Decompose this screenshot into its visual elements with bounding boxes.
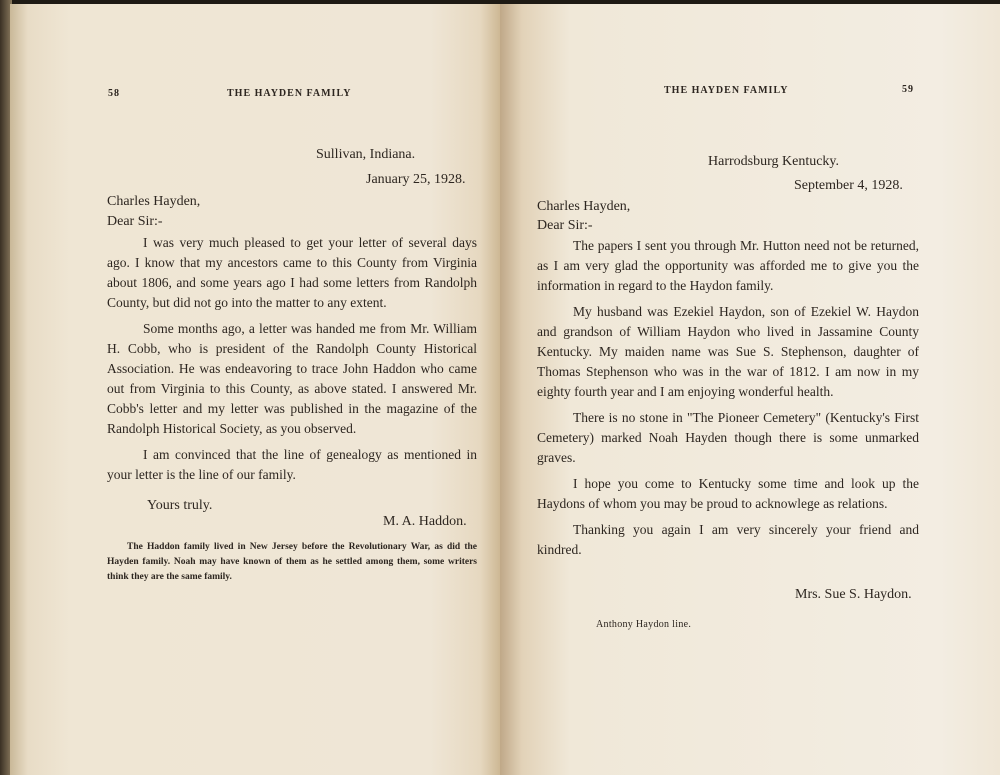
left-running-head: THE HAYDEN FAMILY [227, 88, 352, 99]
right-lineage-note: Anthony Haydon line. [596, 619, 692, 630]
right-paragraph: There is no stone in "The Pioneer Cemetery" (Kentucky's First Cemetery) marked Noah Hayden though there is some unmarked graves. [537, 410, 919, 465]
right-paragraph: I hope you come to Kentucky some time and look up the Haydons of whom you may be proud to acknowlege as relations. [537, 476, 919, 511]
right-letter-place: Harrodsburg Kentucky. [708, 154, 840, 169]
left-paragraph: I am convinced that the line of genealogy as mentioned in your letter is the line of our family. [107, 447, 477, 482]
left-footnote: The Haddon family lived in New Jersey before the Revolutionary War, as did the Hayden family. Noah may have known of them as he settled among them, some writers think they are the same family. [107, 542, 477, 582]
right-recipient-name: Charles Hayden, [537, 199, 631, 214]
left-recipient-name: Charles Hayden, [107, 194, 201, 209]
right-running-head: THE HAYDEN FAMILY [664, 85, 789, 96]
left-paragraph: Some months ago, a letter was handed me from Mr. William H. Cobb, who is president of the Randolph County Historical Association. He was endeavoring to trace John Haddon who came out from Virginia to this County, as above stated. I answered Mr. Cobb's letter and my letter was published in the magazine of the Randolph Historical Society, as you observed. [107, 321, 477, 436]
left-letter-date: January 25, 1928. [366, 172, 466, 187]
right-paragraph: The papers I sent you through Mr. Hutton need not be returned, as I am very glad the opportunity was afforded me to give you the information in regard to the Haydon family. [537, 238, 919, 293]
left-closing: Yours truly. [147, 498, 213, 513]
left-page-number: 58 [108, 88, 120, 99]
right-paragraph: Thanking you again I am very sincerely your friend and kindred. [537, 522, 919, 557]
right-letter-body [537, 236, 919, 560]
right-page-number: 59 [902, 84, 914, 95]
left-letter-place: Sullivan, Indiana. [316, 147, 416, 162]
right-salutation: Dear Sir:- [537, 218, 593, 233]
right-letter-date: September 4, 1928. [794, 178, 903, 193]
right-paragraph: My husband was Ezekiel Haydon, son of Ezekiel W. Haydon and grandson of William Haydon who lived in Jassamine County Kentucky. My maiden name was Sue S. Stephenson, daughter of Thomas Stephenson who was in the war of 1812. I am now in my eighty fourth year and I am enjoying wonderful health. [537, 304, 919, 399]
left-letter-body [107, 233, 477, 485]
left-paragraph: I was very much pleased to get your letter of several days ago. I know that my ancestors came to this County from Virginia about 1806, and some years ago I had some letters from Randolph County, but did not go into the matter to any extent. [107, 235, 477, 310]
left-salutation: Dear Sir:- [107, 214, 163, 229]
left-signature: M. A. Haddon. [383, 514, 467, 529]
right-signature: Mrs. Sue S. Haydon. [795, 587, 912, 602]
